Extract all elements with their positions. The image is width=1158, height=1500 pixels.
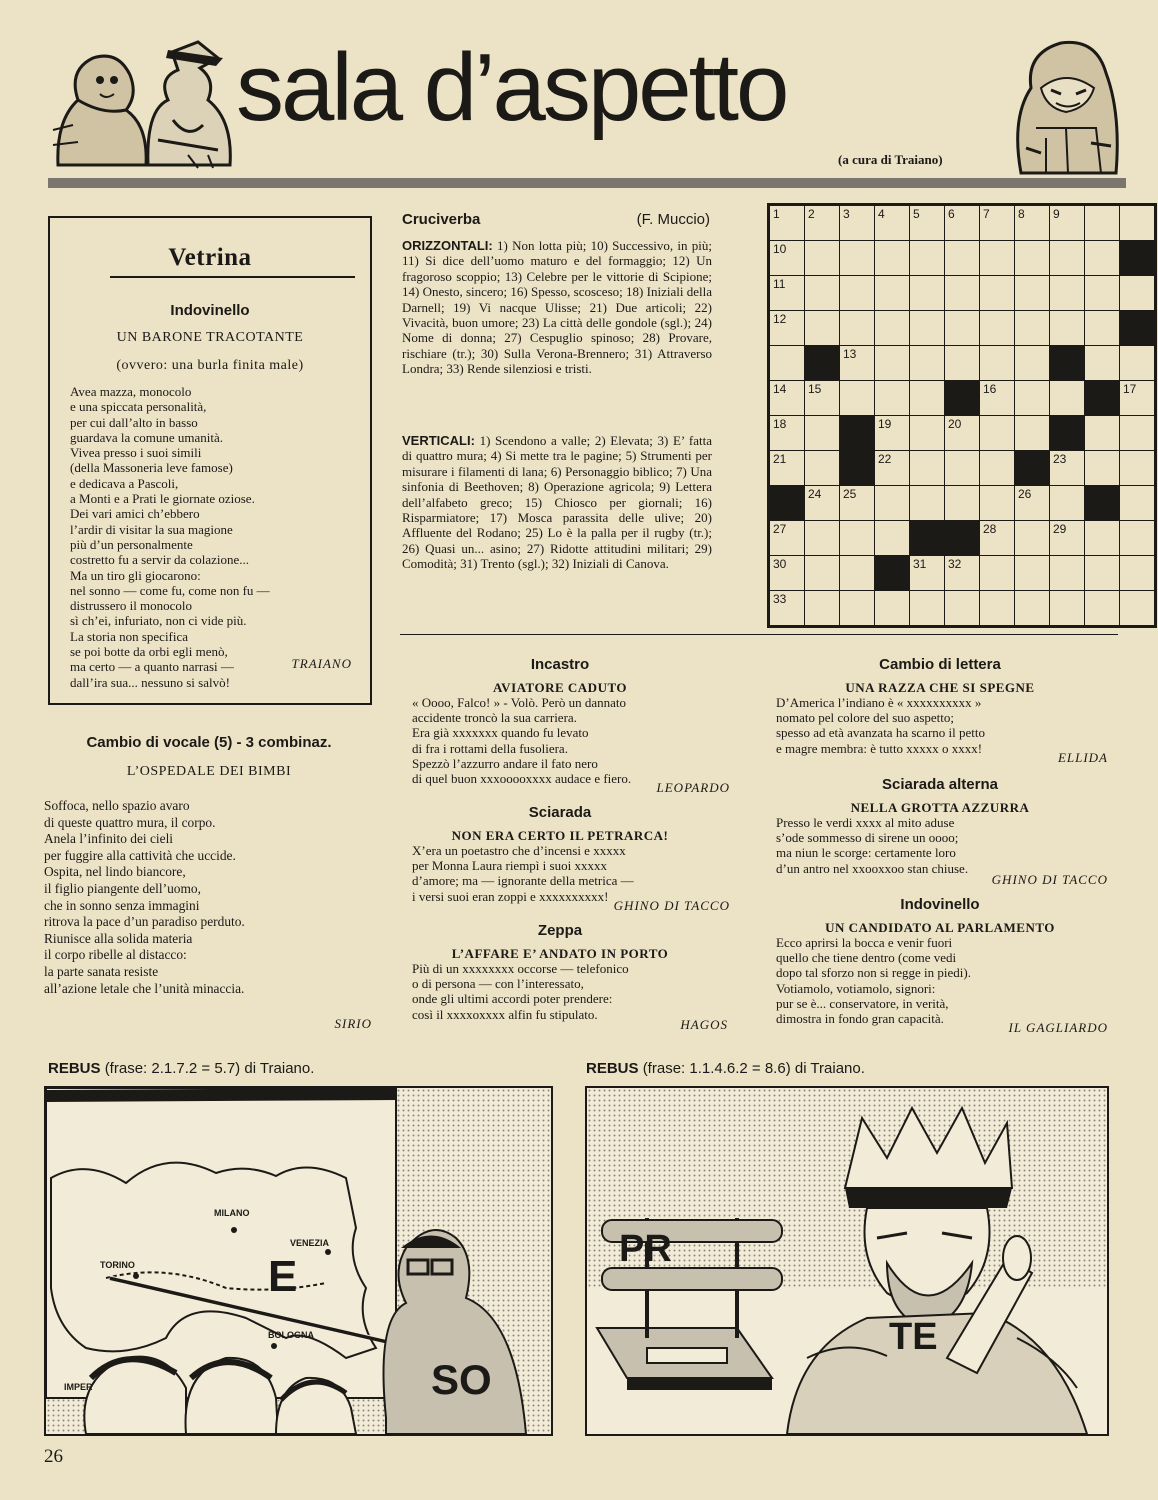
crossword-black-cell — [805, 346, 839, 380]
crossword-cell[interactable] — [1120, 381, 1154, 415]
crossword-cell[interactable] — [1050, 381, 1084, 415]
vetrina-title-rule — [110, 276, 355, 278]
crossword-cell[interactable] — [805, 591, 839, 625]
cambio-lettera-subtitle: UNA RAZZA CHE SI SPEGNE — [845, 680, 1035, 695]
crossword-cell[interactable] — [840, 276, 874, 310]
crossword-horizontal-text: 1) Non lotta più; 10) Successivo, in più; 11) Si dice dell’uomo maturo e del formaggio; 12) Un fragoroso scoppio; 13) Celebre per le vittorie di Scipione; 14) Onesto, sincero; 16) Spesso, scosceso; 18) Iniziali della Darnell; 19) Vi nacque Ulisse; 21) Due articoli; 22) Vivacità, buon umore; 23) La città delle gondole (sgl.); 24) Nome di donna; 27) Cespuglio spinoso; 28) Provare, rischiare (tr.); 30) Sulla Verona-Brennero; 31) Attraverso Londra; 33) Rende silenziosi e tristi. — [402, 238, 713, 377]
crossword-cell[interactable] — [770, 311, 804, 345]
crossword-cell[interactable] — [980, 416, 1014, 450]
rebus1-city-venezia: VENEZIA — [290, 1238, 330, 1248]
crossword-cell[interactable] — [910, 311, 944, 345]
crossword-cell[interactable] — [980, 451, 1014, 485]
rebus1-letter-so: SO — [431, 1356, 492, 1403]
crossword-cell[interactable] — [910, 556, 944, 590]
crossword-cell[interactable] — [805, 276, 839, 310]
masthead-illustration-right — [1006, 28, 1126, 176]
sciarada-alterna-author: GHINO DI TACCO — [991, 872, 1108, 887]
crossword-cell[interactable] — [805, 486, 839, 520]
page-title: sala d’aspetto — [236, 34, 787, 141]
crossword-black-cell — [1120, 241, 1154, 275]
masthead-rule — [48, 178, 1126, 188]
cambio-lettera-poem: D’America l’indiano è « xxxxxxxxxx » nomato pel colore del suo aspetto; spesso ad età avanzata ha scarno il petto e magre membra: è tutto xxxxx o xxxx! — [776, 695, 985, 756]
crossword-cell[interactable] — [1120, 416, 1154, 450]
crossword-black-cell — [1085, 381, 1119, 415]
rebus1-city-imperia: IMPER — [64, 1382, 93, 1392]
crossword-cell[interactable] — [840, 556, 874, 590]
cambio-lettera-author: ELLIDA — [1057, 750, 1108, 765]
crossword-cell[interactable] — [875, 241, 909, 275]
crossword-cell[interactable] — [945, 416, 979, 450]
crossword-cell[interactable] — [1015, 346, 1049, 380]
crossword-cell[interactable] — [945, 206, 979, 240]
crossword-cell[interactable] — [840, 521, 874, 555]
rebus1-letter-e: E — [268, 1252, 298, 1301]
crossword-cell[interactable] — [840, 241, 874, 275]
crossword-cell[interactable] — [910, 486, 944, 520]
crossword-cell-number: 33 — [773, 592, 787, 606]
crossword-cell[interactable] — [840, 486, 874, 520]
crossword-cell[interactable] — [1085, 521, 1119, 555]
crossword-cell[interactable] — [1120, 451, 1154, 485]
zeppa-author: HAGOS — [680, 1017, 728, 1032]
indovinello2-poem: Ecco aprirsi la bocca e venir fuori quello che tiene dentro (come vedi dopo tal sforzo non si regge in piedi). Votiamolo, votiamolo, signori: pur se è... conservatore, in verità, dimostra in fondo gran capacità. — [776, 935, 971, 1027]
crossword-cell-number: 31 — [913, 557, 927, 571]
crossword-cell[interactable] — [1085, 206, 1119, 240]
crossword-cell-number: 5 — [913, 207, 920, 221]
crossword-cell[interactable] — [770, 381, 804, 415]
crossword-cell-number: 11 — [773, 277, 786, 291]
crossword-cell-number: 12 — [773, 312, 787, 326]
crossword-cell[interactable] — [770, 556, 804, 590]
crossword-cell[interactable] — [805, 451, 839, 485]
crossword-author: (F. Muccio) — [636, 211, 710, 228]
crossword-cell[interactable] — [875, 311, 909, 345]
rebus1-picture — [44, 1086, 553, 1436]
cambio-lettera-type: Cambio di lettera — [879, 656, 1001, 673]
crossword-cell[interactable] — [1085, 416, 1119, 450]
curator-credit: (a cura di Traiano) — [838, 152, 943, 167]
crossword-cell[interactable] — [980, 521, 1014, 555]
crossword-cell[interactable] — [1015, 591, 1049, 625]
crossword-cell[interactable] — [1015, 381, 1049, 415]
crossword-black-cell — [1050, 346, 1084, 380]
incastro-poem: « Oooo, Falco! » - Volò. Però un dannato accidente troncò la sua carriera. Era già xxxxxxx quando fu levato di fra i rottami della fusoliera. Spezzò l’azzurro andare il fato nero di quel buon xxxooooxxxx audace e fiero. — [412, 695, 632, 787]
crossword-cell[interactable] — [805, 521, 839, 555]
crossword-cell[interactable] — [1120, 591, 1154, 625]
crossword-cell[interactable] — [1085, 276, 1119, 310]
crossword-cell[interactable] — [805, 556, 839, 590]
crossword-cell[interactable] — [875, 521, 909, 555]
vetrina-title: Vetrina — [168, 244, 252, 271]
crossword-cell[interactable] — [1015, 276, 1049, 310]
crossword-cell-number: 19 — [878, 417, 892, 431]
crossword-cell[interactable] — [1015, 416, 1049, 450]
crossword-black-cell — [945, 521, 979, 555]
crossword-cell-number: 24 — [808, 487, 822, 501]
crossword-cell[interactable] — [1085, 346, 1119, 380]
crossword-black-cell — [1015, 451, 1049, 485]
crossword-cell-number: 21 — [773, 452, 787, 466]
crossword-cell[interactable] — [945, 276, 979, 310]
crossword-cell[interactable] — [980, 276, 1014, 310]
crossword-cell[interactable] — [910, 346, 944, 380]
crossword-cell[interactable] — [910, 451, 944, 485]
masthead — [48, 28, 1128, 178]
crossword-cell[interactable] — [945, 241, 979, 275]
crossword-cell[interactable] — [1050, 206, 1084, 240]
crossword-cell[interactable] — [910, 276, 944, 310]
crossword-cell[interactable] — [945, 311, 979, 345]
indovinello2-author: IL GAGLIARDO — [1008, 1020, 1108, 1035]
crossword-cell-number: 20 — [948, 417, 962, 431]
crossword-cell[interactable] — [945, 591, 979, 625]
crossword-cell[interactable] — [1015, 241, 1049, 275]
crossword-cell[interactable] — [875, 486, 909, 520]
crossword-cell[interactable] — [1120, 276, 1154, 310]
sciarada-alterna-type: Sciarada alterna — [882, 776, 998, 793]
crossword-cell[interactable] — [1050, 276, 1084, 310]
crossword-cell-number: 17 — [1123, 382, 1137, 396]
crossword-grid — [767, 203, 1157, 628]
crossword-cell[interactable] — [875, 416, 909, 450]
crossword-cell[interactable] — [980, 206, 1014, 240]
crossword-cell[interactable] — [1015, 311, 1049, 345]
crossword-title: Cruciverba — [402, 211, 481, 228]
crossword-cell[interactable] — [1015, 521, 1049, 555]
crossword-cell-number: 32 — [948, 557, 962, 571]
crossword-cell[interactable] — [840, 346, 874, 380]
crossword-cell[interactable] — [980, 591, 1014, 625]
rebus2-picture — [585, 1086, 1109, 1436]
crossword-cell[interactable] — [1050, 311, 1084, 345]
crossword-cell[interactable] — [980, 241, 1014, 275]
masthead-illustration-left — [48, 30, 238, 170]
crossword-cell[interactable] — [980, 311, 1014, 345]
page-number: 26 — [44, 1446, 63, 1467]
zeppa-poem: Più di un xxxxxxxx occorse — telefonico o di persona — con l’interessato, onde gli ultimi accordi poter prendere: così il xxxxoxxxx alfin fu stipulato. — [412, 961, 629, 1022]
crossword-cell-number: 8 — [1018, 207, 1025, 221]
crossword-cell[interactable] — [805, 311, 839, 345]
crossword-vertical-clues — [402, 433, 712, 572]
crossword-cell[interactable] — [910, 416, 944, 450]
crossword-cell[interactable] — [875, 206, 909, 240]
crossword-cell-number: 2 — [808, 207, 815, 221]
cambio-vocale-poem: Soffoca, nello spazio avaro di queste quattro mura, il corpo. Anela l’infinito dei cieli per fuggire alla cattività che uccide. Ospita, nel lindo biancore, il figlio piangente dell’uomo, che in sonno senza immagini ritrova la pace d’un paradiso perduto. Riunisce alla solida materia il corpo ribelle al distacco: la parte sanata resiste all’azione letale che l’unità minaccia. — [44, 798, 245, 996]
crossword-cell-number: 18 — [773, 417, 787, 431]
crossword-cell[interactable] — [770, 346, 804, 380]
rebus2-label: REBUS — [586, 1060, 639, 1077]
crossword-vertical-label: VERTICALI: — [402, 433, 475, 448]
crossword-cell[interactable] — [770, 416, 804, 450]
crossword-cell[interactable] — [1050, 486, 1084, 520]
crossword-cell[interactable] — [945, 346, 979, 380]
sciarada-alterna-subtitle: NELLA GROTTA AZZURRA — [850, 800, 1030, 815]
crossword-black-cell — [1085, 486, 1119, 520]
crossword-cell[interactable] — [1085, 591, 1119, 625]
crossword-cell-number: 15 — [808, 382, 822, 396]
indovinello2-type: Indovinello — [900, 896, 980, 913]
rebus2-letter-te: TE — [889, 1316, 938, 1358]
rebus2-formula: (frase: 1.1.4.6.2 = 8.6) di Traiano. — [642, 1060, 865, 1077]
crossword-cell[interactable] — [910, 381, 944, 415]
crossword-cell-number: 29 — [1053, 522, 1067, 536]
crossword-cell[interactable] — [1085, 451, 1119, 485]
crossword-cell[interactable] — [875, 346, 909, 380]
crossword-cell[interactable] — [1050, 241, 1084, 275]
rebus1-city-torino: TORINO — [100, 1260, 135, 1270]
crossword-cell[interactable] — [840, 206, 874, 240]
crossword-vertical-text: 1) Scendono a valle; 2) Elevata; 3) E’ fatta di quattro mura; 4) Si mette tra le pagine; 5) Strumenti per misurare i filamenti di lana; 6) Personaggio biblico; 7) Una sinfonia di Beethoven; 8) Operazione agricola; 9) Lettera dell’alfabeto greco; 15) Chiosco per giornali; 16) Risparmiatore; 17) Mosca parassita delle ulive; 20) Affluente del Rodano; 25) Lo è la palla per il rugby (tr.); 26) Quasi un... asino; 27) Ridotte attitudini militari; 29) Comodità; 31) Trento (sgl.); 32) Iniziali di Canova. — [402, 433, 713, 572]
crossword-horizontal-label: ORIZZONTALI: — [402, 238, 493, 253]
incastro-type: Incastro — [530, 656, 590, 673]
crossword-cell[interactable] — [1085, 311, 1119, 345]
crossword-cell[interactable] — [1120, 346, 1154, 380]
crossword-cell[interactable] — [945, 486, 979, 520]
rebus2-letter-pr: PR — [619, 1228, 672, 1270]
rebus1-formula: (frase: 2.1.7.2 = 5.7) di Traiano. — [104, 1060, 315, 1077]
rebus1-city-bologna: BOLOGNA — [268, 1330, 314, 1340]
crossword-cell[interactable] — [840, 591, 874, 625]
crossword-black-cell — [875, 556, 909, 590]
vetrina-poem: Avea mazza, monocolo e una spiccata personalità, per cui dall’alto in basso guardava la comune umanità. Vivea presso i suoi simili (della Massoneria leve famose) e dedicava a Pascoli, a Monti e a Prati le giornate oziose. Dei vari amici ch’ebbero l’ardir di visitar la sua magione più d’un personalmente costretto fu a servir da colazione... Ma un tiro gli giocarono: nel sonno — come fu, come non fu — distrussero il monocolo sì ch’ei, infuriato, non ci vide più. La storia non specifica se poi botte da orbi egli menò, ma certo — a quanto narrasi — dall’ira sua... nessuno si salvò! — [70, 384, 270, 690]
crossword-cell[interactable] — [1120, 206, 1154, 240]
crossword-cell[interactable] — [770, 276, 804, 310]
crossword-cell[interactable] — [1120, 521, 1154, 555]
crossword-cell[interactable] — [1120, 556, 1154, 590]
crossword-cell[interactable] — [770, 521, 804, 555]
crossword-cell[interactable] — [980, 556, 1014, 590]
crossword-cell[interactable] — [1015, 486, 1049, 520]
crossword-cell-number: 22 — [878, 452, 892, 466]
crossword-cell-number: 13 — [843, 347, 857, 361]
crossword-cell-number: 4 — [878, 207, 885, 221]
section-divider — [400, 634, 1118, 635]
crossword-cell[interactable] — [875, 451, 909, 485]
vetrina-subtitle: UN BARONE TRACOTANTE — [116, 330, 304, 345]
crossword-cell-number: 27 — [773, 522, 787, 536]
crossword-cell[interactable] — [1050, 451, 1084, 485]
crossword-cell-number: 9 — [1053, 207, 1060, 221]
crossword-cell-number: 14 — [773, 382, 787, 396]
crossword-black-cell — [840, 416, 874, 450]
crossword-cell-number: 25 — [843, 487, 857, 501]
crossword-cell[interactable] — [1050, 556, 1084, 590]
crossword-black-cell — [945, 381, 979, 415]
sciarada-type: Sciarada — [528, 804, 592, 821]
crossword-cell[interactable] — [770, 241, 804, 275]
sciarada-alterna-poem: Presso le verdi xxxx al mito aduse s’ode sommesso di sirene un oooo; ma niun le scorge: certamente loro d’un antro nel xxooxxoo stan chiuse. — [776, 815, 969, 876]
crossword-horizontal-clues — [402, 238, 712, 377]
crossword-cell[interactable] — [910, 591, 944, 625]
crossword-cell[interactable] — [1085, 556, 1119, 590]
cambio-vocale-subtitle: L’OSPEDALE DEI BIMBI — [126, 764, 292, 779]
crossword-cell[interactable] — [980, 486, 1014, 520]
rebus1-city-milano: MILANO — [214, 1208, 250, 1218]
crossword-cell[interactable] — [1015, 556, 1049, 590]
vetrina-box — [48, 216, 372, 705]
crossword-cell-number: 28 — [983, 522, 997, 536]
crossword-cell[interactable] — [770, 591, 804, 625]
crossword-cell[interactable] — [1050, 521, 1084, 555]
rebus2-caption — [586, 1060, 865, 1077]
crossword-cell[interactable] — [770, 206, 804, 240]
crossword-cell-number: 6 — [948, 207, 955, 221]
crossword-cell[interactable] — [1050, 591, 1084, 625]
crossword-cell[interactable] — [910, 241, 944, 275]
incastro-author: LEOPARDO — [656, 780, 730, 795]
crossword-cell[interactable] — [805, 416, 839, 450]
crossword-cell-number: 30 — [773, 557, 787, 571]
crossword-cell-number: 26 — [1018, 487, 1032, 501]
crossword-cell-number: 1 — [773, 207, 780, 221]
crossword-cell[interactable] — [875, 381, 909, 415]
crossword-cell[interactable] — [980, 381, 1014, 415]
crossword-black-cell — [770, 486, 804, 520]
crossword-cell-number: 3 — [843, 207, 850, 221]
crossword-cell[interactable] — [1120, 486, 1154, 520]
rebus1-label: REBUS — [48, 1060, 101, 1077]
vetrina-author: TRAIANO — [291, 656, 352, 671]
crossword-cell[interactable] — [840, 381, 874, 415]
vetrina-note: (ovvero: una burla finita male) — [116, 358, 304, 373]
crossword-cell[interactable] — [1085, 241, 1119, 275]
crossword-cell[interactable] — [980, 346, 1014, 380]
cambio-vocale-author: SIRIO — [334, 1016, 372, 1031]
crossword-cell[interactable] — [805, 206, 839, 240]
vetrina-type: Indovinello — [170, 302, 250, 319]
crossword-black-cell — [1120, 311, 1154, 345]
sciarada-subtitle: NON ERA CERTO IL PETRARCA! — [451, 828, 669, 843]
crossword-cell[interactable] — [945, 556, 979, 590]
zeppa-type: Zeppa — [537, 922, 583, 939]
crossword-cell[interactable] — [875, 276, 909, 310]
crossword-black-cell — [910, 521, 944, 555]
crossword-black-cell — [840, 451, 874, 485]
crossword-black-cell — [1050, 416, 1084, 450]
incastro-subtitle: AVIATORE CADUTO — [492, 680, 628, 695]
crossword-cell[interactable] — [805, 381, 839, 415]
cambio-vocale-type: Cambio di vocale (5) - 3 combinaz. — [86, 734, 332, 751]
sciarada-poem: X’era un poetastro che d’incensi e xxxxx per Monna Laura riempì i suoi xxxxx d’amore; ma — ignorante della metrica — i versi suoi eran zoppi e xxxxxxxxxx! — [412, 843, 634, 904]
zeppa-subtitle: L’AFFARE E’ ANDATO IN PORTO — [451, 946, 669, 961]
sciarada-author: GHINO DI TACCO — [613, 898, 730, 913]
crossword-cell[interactable] — [840, 311, 874, 345]
crossword-cell[interactable] — [910, 206, 944, 240]
indovinello2-subtitle: UN CANDIDATO AL PARLAMENTO — [825, 920, 1055, 935]
crossword-cell-number: 7 — [983, 207, 990, 221]
crossword-cell-number: 23 — [1053, 452, 1067, 466]
crossword-cell[interactable] — [945, 451, 979, 485]
crossword-cell[interactable] — [805, 241, 839, 275]
crossword-cell[interactable] — [875, 591, 909, 625]
crossword-cell[interactable] — [1015, 206, 1049, 240]
crossword-cell-number: 10 — [773, 242, 787, 256]
crossword-cell-number: 16 — [983, 382, 997, 396]
rebus1-caption — [48, 1060, 314, 1077]
crossword-cell[interactable] — [770, 451, 804, 485]
